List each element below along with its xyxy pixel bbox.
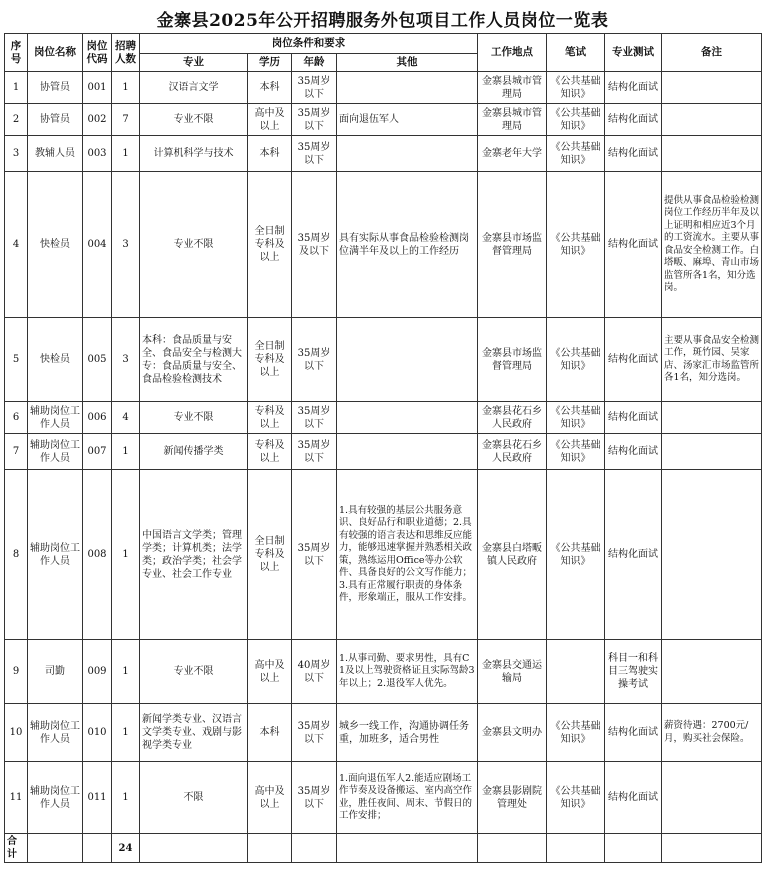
cell-edu: 专科及以上 xyxy=(248,434,292,470)
cell-age: 35周岁以下 xyxy=(292,136,337,172)
cell-code: 011 xyxy=(83,762,112,834)
cell-age: 35周岁及以下 xyxy=(292,172,337,318)
table-row xyxy=(5,640,762,704)
cell-written: 《公共基础知识》 xyxy=(547,72,605,104)
cell-edu: 高中及以上 xyxy=(248,762,292,834)
cell-major: 专业不限 xyxy=(140,402,248,434)
cell-major: 汉语言文学 xyxy=(140,72,248,104)
cell-seq: 8 xyxy=(5,470,28,640)
cell-edu: 专科及以上 xyxy=(248,402,292,434)
cell-test: 结构化面试 xyxy=(605,704,662,762)
cell-name: 快检员 xyxy=(28,172,83,318)
cell-count: 7 xyxy=(112,104,140,136)
positions-table xyxy=(4,33,762,863)
cell-age: 35周岁以下 xyxy=(292,402,337,434)
header-location: 工作地点 xyxy=(478,34,547,72)
cell-location: 金寨县市场监督管理局 xyxy=(478,172,547,318)
page-title: 金寨县2025年公开招聘服务外包项目工作人员岗位一览表 xyxy=(156,11,609,31)
cell-name: 教辅人员 xyxy=(28,136,83,172)
cell-seq: 11 xyxy=(5,762,28,834)
cell-major: 专业不限 xyxy=(140,640,248,704)
table-row xyxy=(5,762,762,834)
cell-written: 《公共基础知识》 xyxy=(547,434,605,470)
cell-test: 结构化面试 xyxy=(605,318,662,402)
cell-seq: 6 xyxy=(5,402,28,434)
cell-count: 1 xyxy=(112,136,140,172)
cell-major: 计算机科学与技术 xyxy=(140,136,248,172)
cell-code: 003 xyxy=(83,136,112,172)
cell-edu: 高中及以上 xyxy=(248,104,292,136)
cell-note xyxy=(662,434,762,470)
cell-test: 结构化面试 xyxy=(605,172,662,318)
table-row xyxy=(5,72,762,104)
cell-count: 1 xyxy=(112,704,140,762)
header-other: 其他 xyxy=(337,54,478,72)
table-row xyxy=(5,136,762,172)
cell-other: 城乡一线工作，沟通协调任务重，加班多，适合男性 xyxy=(337,704,478,762)
cell-edu: 本科 xyxy=(248,72,292,104)
cell-other xyxy=(337,136,478,172)
cell-written xyxy=(547,640,605,704)
cell-count: 1 xyxy=(112,72,140,104)
cell-location: 金寨县文明办 xyxy=(478,704,547,762)
cell-code: 008 xyxy=(83,470,112,640)
cell-seq: 9 xyxy=(5,640,28,704)
cell-test: 结构化面试 xyxy=(605,470,662,640)
cell-location: 金寨县市场监督管理局 xyxy=(478,318,547,402)
cell-edu: 全日制专科及以上 xyxy=(248,172,292,318)
cell-note: 提供从事食品检验检测岗位工作经历半年及以上证明和相应近3个月的工资流水。主要从事食品安全检测工作。白塔畈、麻埠、青山市场监管所各1名，知分选岗。 xyxy=(662,172,762,318)
cell-name: 辅助岗位工作人员 xyxy=(28,762,83,834)
cell-test: 结构化面试 xyxy=(605,104,662,136)
cell-note xyxy=(662,136,762,172)
cell-count: 4 xyxy=(112,402,140,434)
cell-code: 010 xyxy=(83,704,112,762)
cell-age: 35周岁以下 xyxy=(292,104,337,136)
cell-major: 中国语言文学类；管理学类；计算机类；法学类；政治学类；社会学专业、社会工作专业 xyxy=(140,470,248,640)
header-code: 岗位代码 xyxy=(83,34,112,72)
cell-edu: 本科 xyxy=(248,136,292,172)
cell-name: 辅助岗位工作人员 xyxy=(28,434,83,470)
cell-note xyxy=(662,72,762,104)
cell-age: 35周岁以下 xyxy=(292,318,337,402)
cell-age: 40周岁以下 xyxy=(292,640,337,704)
cell-other xyxy=(337,318,478,402)
cell-written: 《公共基础知识》 xyxy=(547,172,605,318)
cell-written: 《公共基础知识》 xyxy=(547,762,605,834)
cell-other: 面向退伍军人 xyxy=(337,104,478,136)
cell-note xyxy=(662,640,762,704)
cell-location: 金寨县城市管理局 xyxy=(478,104,547,136)
cell-count: 3 xyxy=(112,318,140,402)
cell-empty xyxy=(547,834,605,863)
cell-major: 本科：食品质量与安全、食品安全与检测大专：食品质量与安全、食品检验检测技术 xyxy=(140,318,248,402)
table-row xyxy=(5,104,762,136)
cell-count: 1 xyxy=(112,470,140,640)
total-count: 24 xyxy=(112,834,140,863)
cell-test: 结构化面试 xyxy=(605,402,662,434)
cell-edu: 本科 xyxy=(248,704,292,762)
cell-count: 1 xyxy=(112,434,140,470)
cell-other: 具有实际从事食品检验检测岗位满半年及以上的工作经历 xyxy=(337,172,478,318)
cell-written: 《公共基础知识》 xyxy=(547,104,605,136)
cell-empty xyxy=(478,834,547,863)
total-label: 合计 xyxy=(5,834,28,863)
cell-code: 004 xyxy=(83,172,112,318)
header-note: 备注 xyxy=(662,34,762,72)
cell-seq: 7 xyxy=(5,434,28,470)
cell-count: 3 xyxy=(112,172,140,318)
cell-name: 辅助岗位工作人员 xyxy=(28,704,83,762)
cell-written: 《公共基础知识》 xyxy=(547,402,605,434)
header-test: 专业测试 xyxy=(605,34,662,72)
table-row xyxy=(5,434,762,470)
cell-location: 金寨县花石乡人民政府 xyxy=(478,434,547,470)
cell-code: 009 xyxy=(83,640,112,704)
cell-seq: 3 xyxy=(5,136,28,172)
cell-other: 1.具有较强的基层公共服务意识、良好品行和职业道德；2.具有较强的语言表达和思维反应能力，能够迅速掌握并熟悉相关政策，熟练运用Office等办公软件、具备良好的公文写作能力；3.具有正常履行职责的身体条件，形象端正，服从工作安排。 xyxy=(337,470,478,640)
cell-written: 《公共基础知识》 xyxy=(547,704,605,762)
cell-empty xyxy=(292,834,337,863)
header-written: 笔试 xyxy=(547,34,605,72)
cell-other xyxy=(337,434,478,470)
cell-written: 《公共基础知识》 xyxy=(547,318,605,402)
header-seq: 序号 xyxy=(5,34,28,72)
header-conditions: 岗位条件和要求 xyxy=(140,34,478,54)
cell-written: 《公共基础知识》 xyxy=(547,136,605,172)
cell-location: 金寨县花石乡人民政府 xyxy=(478,402,547,434)
cell-note xyxy=(662,470,762,640)
cell-code: 001 xyxy=(83,72,112,104)
cell-note xyxy=(662,762,762,834)
table-row xyxy=(5,172,762,318)
cell-name: 司勤 xyxy=(28,640,83,704)
cell-test: 结构化面试 xyxy=(605,72,662,104)
header-age: 年龄 xyxy=(292,54,337,72)
cell-note: 主要从事食品安全检测工作，斑竹园、吴家店、汤家汇市场监管所各1名，知分选岗。 xyxy=(662,318,762,402)
cell-note xyxy=(662,104,762,136)
cell-other: 1.面向退伍军人2.能适应剧场工作节奏及设备搬运、室内高空作业，胜任夜间、周末、节假日的工作安排； xyxy=(337,762,478,834)
cell-major: 专业不限 xyxy=(140,172,248,318)
total-row xyxy=(5,834,762,863)
cell-name: 协管员 xyxy=(28,104,83,136)
cell-major: 不限 xyxy=(140,762,248,834)
cell-empty xyxy=(248,834,292,863)
cell-age: 35周岁以下 xyxy=(292,470,337,640)
cell-empty xyxy=(140,834,248,863)
cell-location: 金寨县影剧院管理处 xyxy=(478,762,547,834)
cell-test: 科目一和科目三驾驶实操考试 xyxy=(605,640,662,704)
cell-code: 007 xyxy=(83,434,112,470)
header-major: 专业 xyxy=(140,54,248,72)
cell-written: 《公共基础知识》 xyxy=(547,470,605,640)
header-name: 岗位名称 xyxy=(28,34,83,72)
table-row xyxy=(5,402,762,434)
cell-name: 协管员 xyxy=(28,72,83,104)
cell-test: 结构化面试 xyxy=(605,136,662,172)
cell-note xyxy=(662,402,762,434)
cell-major: 专业不限 xyxy=(140,104,248,136)
header-edu: 学历 xyxy=(248,54,292,72)
cell-major: 新闻传播学类 xyxy=(140,434,248,470)
cell-edu: 高中及以上 xyxy=(248,640,292,704)
cell-test: 结构化面试 xyxy=(605,762,662,834)
cell-name: 辅助岗位工作人员 xyxy=(28,402,83,434)
cell-seq: 5 xyxy=(5,318,28,402)
cell-empty xyxy=(83,834,112,863)
cell-other xyxy=(337,72,478,104)
cell-seq: 1 xyxy=(5,72,28,104)
table-row xyxy=(5,318,762,402)
cell-age: 35周岁以下 xyxy=(292,704,337,762)
cell-seq: 4 xyxy=(5,172,28,318)
cell-test: 结构化面试 xyxy=(605,434,662,470)
cell-name: 辅助岗位工作人员 xyxy=(28,470,83,640)
cell-code: 002 xyxy=(83,104,112,136)
cell-count: 1 xyxy=(112,762,140,834)
cell-location: 金寨县白塔畈镇人民政府 xyxy=(478,470,547,640)
table-row xyxy=(5,704,762,762)
cell-age: 35周岁以下 xyxy=(292,72,337,104)
cell-empty xyxy=(605,834,662,863)
cell-other: 1.从事司勤、要求男性，具有C1及以上驾驶资格证且实际驾龄3年以上；2.退役军人优先。 xyxy=(337,640,478,704)
cell-major: 新闻学类专业、汉语言文学类专业、戏剧与影视学类专业 xyxy=(140,704,248,762)
table-row xyxy=(5,470,762,640)
cell-location: 金寨老年大学 xyxy=(478,136,547,172)
cell-seq: 2 xyxy=(5,104,28,136)
cell-empty xyxy=(337,834,478,863)
cell-other xyxy=(337,402,478,434)
header-count: 招聘人数 xyxy=(112,34,140,72)
cell-edu: 全日制专科及以上 xyxy=(248,318,292,402)
cell-code: 005 xyxy=(83,318,112,402)
cell-name: 快检员 xyxy=(28,318,83,402)
cell-empty xyxy=(28,834,83,863)
cell-seq: 10 xyxy=(5,704,28,762)
cell-location: 金寨县交通运输局 xyxy=(478,640,547,704)
cell-code: 006 xyxy=(83,402,112,434)
cell-note: 薪资待遇：2700元/月，购买社会保险。 xyxy=(662,704,762,762)
cell-age: 35周岁以下 xyxy=(292,434,337,470)
cell-count: 1 xyxy=(112,640,140,704)
cell-edu: 全日制专科及以上 xyxy=(248,470,292,640)
cell-age: 35周岁以下 xyxy=(292,762,337,834)
cell-location: 金寨县城市管理局 xyxy=(478,72,547,104)
cell-empty xyxy=(662,834,762,863)
